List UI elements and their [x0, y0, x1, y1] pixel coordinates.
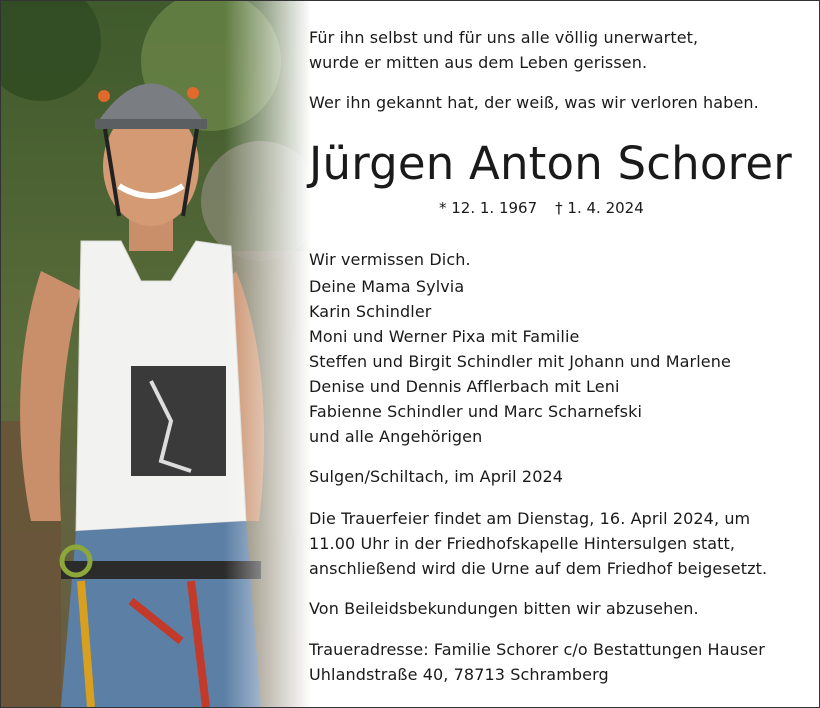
- address-line-1: Traueradresse: Familie Schorer c/o Bestattungen Hauser: [309, 640, 765, 659]
- mourner-item: Karin Schindler: [309, 302, 432, 321]
- intro-line-1: Für ihn selbst und für uns alle völlig unerwartet,: [309, 28, 699, 47]
- mourner-item: Deine Mama Sylvia: [309, 277, 465, 296]
- service-line-3: anschließend wird die Urne auf dem Friedhof beigesetzt.: [309, 559, 768, 578]
- address-line-2: Uhlandstraße 40, 78713 Schramberg: [309, 665, 609, 684]
- service-line-2: 11.00 Uhr in der Friedhofskapelle Hintersulgen statt,: [309, 534, 736, 553]
- mourner-item: und alle Angehörigen: [309, 427, 483, 446]
- mourner-item: Steffen und Birgit Schindler mit Johann und Marlene: [309, 352, 731, 371]
- deceased-name: Jürgen Anton Schorer: [309, 137, 792, 190]
- mourners-heading: Wir vermissen Dich.: [309, 250, 471, 269]
- place-date: Sulgen/Schiltach, im April 2024: [309, 467, 564, 486]
- life-dates: [439, 199, 644, 217]
- service-line-1: Die Trauerfeier findet am Dienstag, 16. April 2024, um: [309, 509, 751, 528]
- intro-line-3: Wer ihn gekannt hat, der weiß, was wir verloren haben.: [309, 93, 759, 112]
- birth-date: * 12. 1. 1967: [439, 199, 538, 217]
- mourner-item: Denise und Dennis Afflerbach mit Leni: [309, 377, 620, 396]
- condolence-note: Von Beileidsbekundungen bitten wir abzusehen.: [309, 599, 699, 618]
- portrait-photo: [1, 1, 311, 707]
- intro-line-2: wurde er mitten aus dem Leben gerissen.: [309, 53, 648, 72]
- mourner-item: Moni und Werner Pixa mit Familie: [309, 327, 580, 346]
- mourner-item: Fabienne Schindler und Marc Scharnefski: [309, 402, 642, 421]
- death-date: † 1. 4. 2024: [555, 199, 644, 217]
